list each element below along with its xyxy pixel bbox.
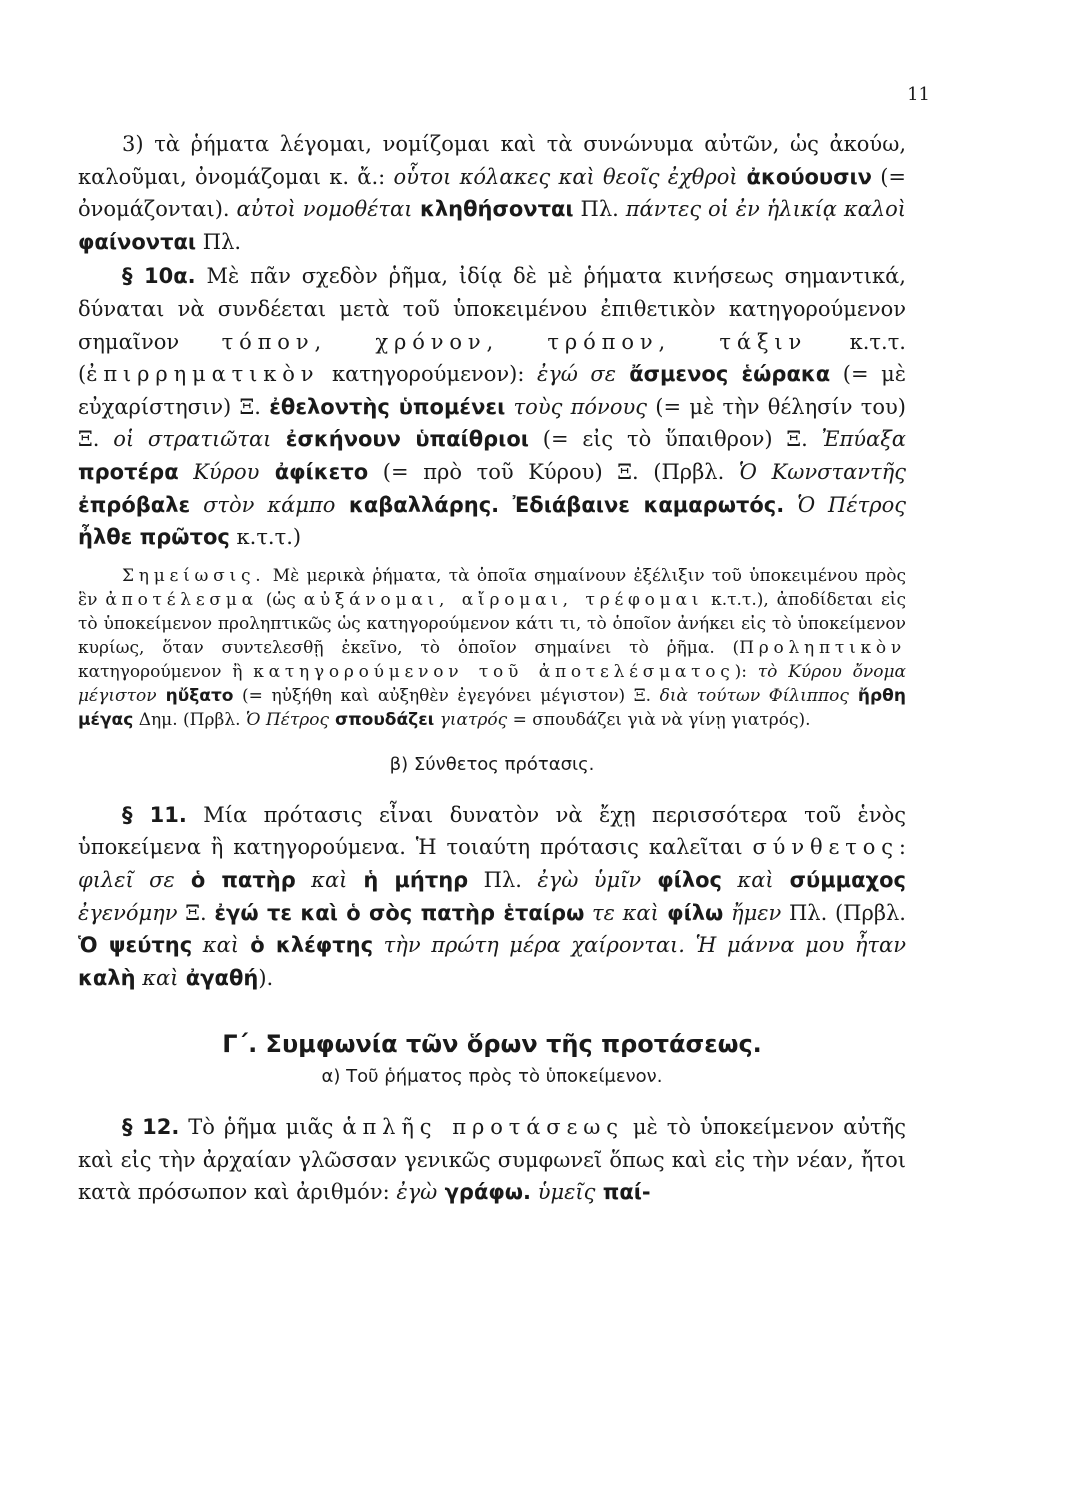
section-number: § 10α. [122, 264, 196, 289]
paragraph-verbs-of-naming: 3) τὰ ῥήματα λέγομαι, νομίζομαι καὶ τὰ συνώνυμα αὐτῶν, ὡς ἀκούω, καλοῦμαι, ὀνομάζομαι κ. ἄ.: οὗτοι κόλακες καὶ θεοῖς ἐχθροὶ ἀκούουσιν (= ὀνομάζονται). αὐτοὶ νομοθέται κληθήσονται Πλ. πάντες οἱ ἐν ἡλικίᾳ καλοὶ φαίνονται Πλ. [78, 132, 907, 254]
page-body [78, 128, 906, 1209]
heading-agreement-of-terms: Γ΄. Συμφωνία τῶν ὅρων τῆς προτάσεως. [222, 1030, 762, 1059]
heading-compound-sentence: β) Σύνθετος πρότασις. [389, 753, 595, 775]
heading-verb-subject: α) Τοῦ ῥήματος πρὸς τὸ ὑποκείμενον. [321, 1066, 663, 1088]
section-number: § 11. [122, 802, 187, 827]
paragraph-section-11: § 11. Μία πρότασις εἶναι δυνατὸν νὰ ἔχῃ περισσότερα τοῦ ἑνὸς ὑποκείμενα ἢ κατηγορούμενα. Ἡ τοιαύτη πρότασις καλεῖται σύνθετος: φιλεῖ σε ὁ πατὴρ καὶ ἡ μήτηρ Πλ. ἐγὼ ὑμῖν φίλος καὶ σύμμαχος ἐγενόμην Ξ. ἐγώ τε καὶ ὁ σὸς πατὴρ ἑταίρω τε καὶ φίλω ἤμεν Πλ. (Πρβλ. Ὁ ψεύτης καὶ ὁ κλέφτης τὴν πρώτη μέρα χαίρονται. Ἡ μάννα μου ἦταν καλὴ καὶ ἀγαθή). [78, 802, 906, 990]
note-paragraph: Σημείωσις. Μὲ μερικὰ ῥήματα, τὰ ὁποῖα σημαίνουν ἐξέλιξιν τοῦ ὑποκειμένου πρὸς ἓν ἀποτέλεσμα (ὡς αὐξάνομαι, αἴρομαι, τρέφομαι κ.τ.τ.), ἀποδίδεται εἰς τὸ ὑποκείμενον προληπτικῶς ὡς κατηγορούμενον κάτι τι, τὸ ὁποῖον ἀνήκει εἰς τὸ ὑποκείμενον κυρίως, ὅταν συντελεσθῇ ἐκεῖνο, τὸ ὁποῖον σημαίνει τὸ ῥῆμα. (Προληπτικὸν κατηγορούμενον ἢ κατηγορούμενον τοῦ ἀποτελέσματος): τὸ Κύρου ὄνομα μέγιστον ηὔξατο (= ηὐξήθη καὶ αὐξηθὲν ἐγεγόνει μέγιστον) Ξ. διὰ τούτων Φίλιππος ἤρθη μέγας Δημ. (Πρβλ. Ὁ Πέτρος σπουδάζει γιατρός = σπουδάζει γιὰ νὰ γίνῃ γιατρός). [78, 565, 906, 730]
section-number: § 12. [122, 1115, 180, 1140]
paragraph-section-12: § 12. Τὸ ῥῆμα μιᾶς ἁπλῆς προτάσεως μὲ τὸ ὑποκείμενον αὐτῆς καὶ εἰς τὴν ἀρχαίαν γλῶσσαν γενικῶς συμφωνεῖ ὅπως καὶ εἰς τὴν νέαν, ἤτοι κατὰ πρόσωπον καὶ ἀριθμόν: ἐγὼ γράφω. ὑμεῖς παί- [78, 1115, 907, 1205]
page-number: 11 [907, 84, 930, 105]
paragraph-section-10a: § 10α. Μὲ πᾶν σχεδὸν ῥῆμα, ἰδίᾳ δὲ μὲ ῥήματα κινήσεως σημαντικά, δύναται νὰ συνδέεται μετὰ τοῦ ὑποκειμένου ἐπιθετικὸν κατηγορούμενον σημαῖνον τόπον, χρόνον, τρόπον, τάξιν κ.τ.τ. (ἐπιρρηματικὸν κατηγορούμενον): ἐγώ σε ἄσμενος ἑώρακα (= μὲ εὐχαρίστησιν) Ξ. ἐθελοντὴς ὑπομένει τοὺς πόνους (= μὲ τὴν θέλησίν του) Ξ. οἱ στρατιῶται ἐσκήνουν ὑπαίθριοι (= εἰς τὸ ὕπαιθρον) Ξ. Ἐπύαξα προτέρα Κύρου ἀφίκετο (= πρὸ τοῦ Κύρου) Ξ. (Πρβλ. Ὁ Κωνσταντῆς ἐπρόβαλε στὸν κάμπο καβαλλάρης. Ἐδιάβαινε καμαρωτός. Ὁ Πέτρος ἦλθε πρῶτος κ.τ.τ.) [78, 264, 907, 550]
